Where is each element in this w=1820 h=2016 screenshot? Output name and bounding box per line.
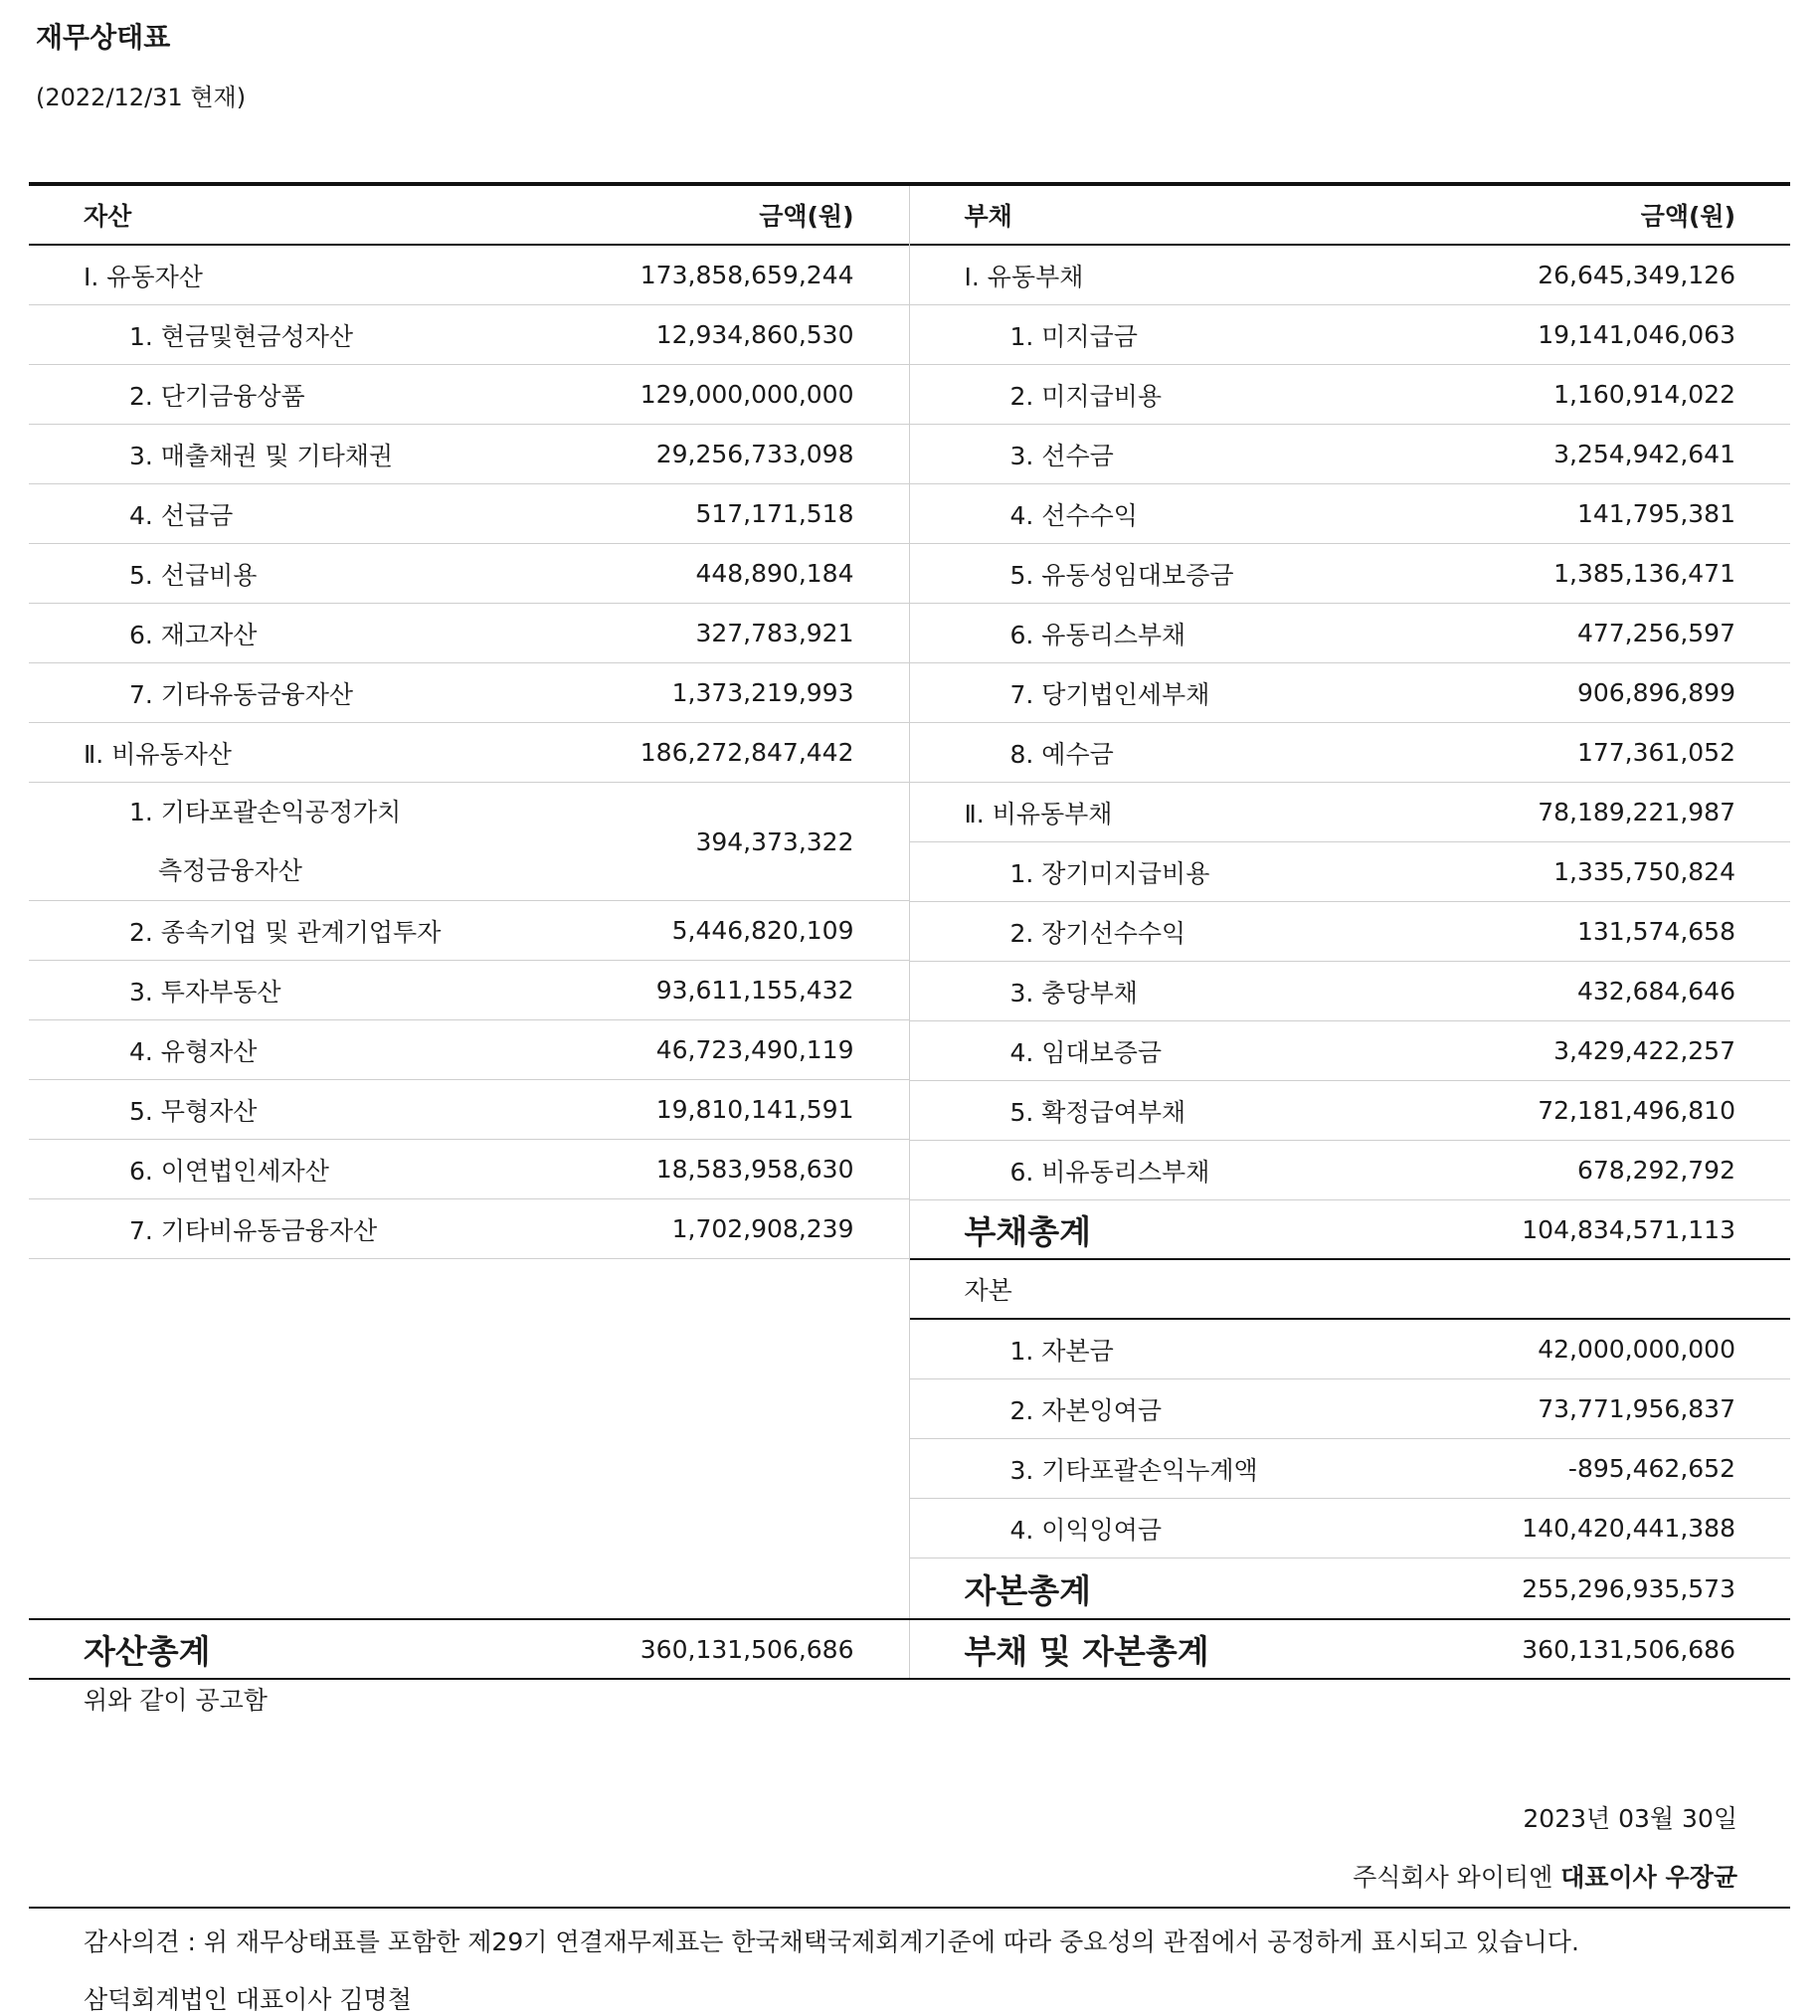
total-liabilities-amount: 104,834,571,113 xyxy=(1522,1214,1735,1244)
assets-column xyxy=(29,186,909,1618)
equity-item-row xyxy=(910,1379,1791,1439)
equity-item-amount: 140,420,441,388 xyxy=(1522,1514,1735,1543)
asset-item-label: 2. 단기금융상품 xyxy=(129,381,305,411)
asset-item-row xyxy=(29,961,909,1020)
auditor-signature: 삼덕회계법인 대표이사 김명철 xyxy=(84,1985,412,2014)
equity-item-amount: -895,462,652 xyxy=(1567,1454,1735,1483)
asset-item-row xyxy=(29,1080,909,1140)
liability-item-label: 6. 유동리스부채 xyxy=(1009,620,1186,649)
asset-item-label: 5. 무형자산 xyxy=(129,1096,258,1126)
asset-item-label: 3. 투자부동산 xyxy=(129,977,281,1007)
liability-item-label: 7. 당기법인세부채 xyxy=(1009,679,1210,709)
asset-item-row xyxy=(29,305,909,365)
equity-item-label: 4. 이익잉여금 xyxy=(1009,1515,1163,1545)
asset-item-label: 2. 종속기업 및 관계기업투자 xyxy=(129,917,442,947)
equity-item-row xyxy=(910,1320,1791,1379)
total-liabilities-row xyxy=(910,1200,1791,1260)
liability-item-label: 2. 장기선수수익 xyxy=(1009,918,1186,948)
assets-empty-space xyxy=(29,1259,909,1616)
asset-item-amount: 327,783,921 xyxy=(695,619,854,647)
asset-item-amount: 1,702,908,239 xyxy=(671,1214,854,1243)
current-liabilities-row xyxy=(910,246,1791,305)
liability-item-amount: 3,429,422,257 xyxy=(1553,1036,1735,1065)
liability-item-label: 4. 임대보증금 xyxy=(1009,1037,1163,1067)
asset-item-amount: 5,446,820,109 xyxy=(671,916,854,945)
audit-opinion-text: 감사의견 : 위 재무상태표를 포함한 제29기 연결재무제표는 한국채택국제회계기준에 따라 중요성의 관점에서 공정하게 표시되고 있습니다. xyxy=(84,1927,1579,1956)
liability-item-amount: 72,181,496,810 xyxy=(1538,1096,1735,1125)
liability-item-row xyxy=(910,842,1791,902)
total-liabilities-equity-label: 부채 및 자본총계 xyxy=(964,1631,1209,1671)
asset-item-amount: 448,890,184 xyxy=(695,559,854,588)
noncurrent-assets-label: Ⅱ. 비유동자산 xyxy=(84,739,232,769)
grand-total-row xyxy=(29,1618,1790,1680)
equity-item-label: 1. 자본금 xyxy=(1009,1336,1114,1366)
liability-item-row xyxy=(910,962,1791,1021)
liability-item-amount: 177,361,052 xyxy=(1576,738,1735,767)
liability-item-row xyxy=(910,425,1791,484)
liability-item-row xyxy=(910,544,1791,604)
asset-item-label xyxy=(29,783,536,900)
asset-item-row xyxy=(29,604,909,663)
total-liabilities-equity-amount: 360,131,506,686 xyxy=(1522,1634,1735,1664)
liability-item-label: 2. 미지급비용 xyxy=(1009,381,1163,411)
asset-item-label: 4. 선급금 xyxy=(129,500,234,530)
page-title: 재무상태표 xyxy=(36,21,171,54)
liabilities-header-row xyxy=(910,186,1791,246)
asset-item-row xyxy=(29,1020,909,1080)
liability-item-label: 1. 미지급금 xyxy=(1009,321,1138,351)
current-liabilities-amount: 26,645,349,126 xyxy=(1538,261,1735,289)
liability-item-label: 4. 선수수익 xyxy=(1009,500,1138,530)
asset-item-label: 7. 기타유동금융자산 xyxy=(129,679,353,709)
liability-item-label: 5. 유동성임대보증금 xyxy=(1009,560,1234,590)
liability-item-amount: 906,896,899 xyxy=(1576,678,1735,707)
liability-item-row xyxy=(910,663,1791,723)
current-liabilities-label: Ⅰ. 유동부채 xyxy=(964,262,1084,291)
asset-item-row xyxy=(29,365,909,425)
total-assets-label: 자산총계 xyxy=(84,1631,211,1671)
assets-header-row xyxy=(29,186,909,246)
asset-item-amount: 46,723,490,119 xyxy=(655,1035,854,1064)
liability-item-label: 1. 장기미지급비용 xyxy=(1009,858,1210,888)
liability-item-amount: 19,141,046,063 xyxy=(1538,320,1735,349)
asset-item-row xyxy=(29,425,909,484)
company-name: 주식회사 와이티엔 xyxy=(1353,1863,1553,1892)
asset-item-label: 6. 재고자산 xyxy=(129,620,258,649)
liability-item-amount: 678,292,792 xyxy=(1576,1156,1735,1185)
asset-item-label-line2: 측정금융자산 xyxy=(158,856,302,885)
asset-item-row xyxy=(29,1140,909,1199)
asset-item-row xyxy=(29,544,909,604)
liability-item-row xyxy=(910,1141,1791,1200)
asset-item-label: 3. 매출채권 및 기타채권 xyxy=(129,441,394,470)
public-notice-text: 위와 같이 공고함 xyxy=(84,1686,268,1715)
liability-item-amount: 477,256,597 xyxy=(1576,619,1735,647)
asset-item-amount: 517,171,518 xyxy=(695,499,854,528)
asset-item-amount: 93,611,155,432 xyxy=(655,976,854,1005)
noncurrent-assets-row xyxy=(29,723,909,783)
asset-item-row xyxy=(29,1199,909,1259)
liability-item-amount: 432,684,646 xyxy=(1576,977,1735,1006)
noncurrent-liabilities-row xyxy=(910,783,1791,842)
asset-item-row xyxy=(29,901,909,961)
liability-item-row xyxy=(910,902,1791,962)
equity-item-label: 2. 자본잉여금 xyxy=(1009,1395,1163,1425)
asset-item-amount: 1,373,219,993 xyxy=(671,678,854,707)
liability-item-row xyxy=(910,1081,1791,1141)
asset-item-amount: 394,373,322 xyxy=(695,826,854,856)
company-signature xyxy=(1353,1858,1737,1894)
equity-item-row xyxy=(910,1439,1791,1499)
asset-item-label: 5. 선급비용 xyxy=(129,560,258,590)
asset-item-amount: 12,934,860,530 xyxy=(655,320,854,349)
equity-item-amount: 73,771,956,837 xyxy=(1538,1394,1735,1423)
asset-item-label: 1. 현금및현금성자산 xyxy=(129,321,353,351)
balance-sheet-table xyxy=(29,182,1790,1680)
liability-item-amount: 3,254,942,641 xyxy=(1553,440,1735,468)
liability-item-label: 3. 충당부채 xyxy=(1009,978,1138,1008)
asset-item-label: 6. 이연법인세자산 xyxy=(129,1156,329,1186)
total-liabilities-label: 부채총계 xyxy=(964,1211,1092,1251)
liabilities-header-label: 부채 xyxy=(964,202,1012,231)
liability-item-amount: 131,574,658 xyxy=(1576,917,1735,946)
noncurrent-liabilities-label: Ⅱ. 비유동부채 xyxy=(964,799,1113,828)
noncurrent-liabilities-amount: 78,189,221,987 xyxy=(1538,798,1735,826)
announcement-date: 2023년 03월 30일 xyxy=(1523,1804,1737,1833)
total-equity-row xyxy=(910,1558,1791,1618)
liability-item-row xyxy=(910,305,1791,365)
asset-item-label-line1: 1. 기타포괄손익공정가치 xyxy=(129,798,402,826)
current-assets-row xyxy=(29,246,909,305)
total-equity-amount: 255,296,935,573 xyxy=(1522,1573,1735,1603)
equity-item-amount: 42,000,000,000 xyxy=(1538,1335,1735,1364)
liability-item-amount: 1,160,914,022 xyxy=(1553,380,1735,409)
assets-header-label: 자산 xyxy=(84,202,132,231)
equity-item-label: 3. 기타포괄손익누계액 xyxy=(1009,1455,1258,1485)
asset-item-row xyxy=(29,484,909,544)
asset-item-label: 7. 기타비유동금융자산 xyxy=(129,1215,378,1245)
total-assets-amount: 360,131,506,686 xyxy=(639,1634,854,1664)
liability-item-label: 6. 비유동리스부채 xyxy=(1009,1157,1210,1187)
liability-item-amount: 141,795,381 xyxy=(1576,499,1735,528)
liability-item-row xyxy=(910,484,1791,544)
total-equity-label: 자본총계 xyxy=(964,1570,1092,1610)
liability-item-amount: 1,335,750,824 xyxy=(1553,857,1735,886)
asset-item-amount: 18,583,958,630 xyxy=(655,1155,854,1184)
current-assets-label: Ⅰ. 유동자산 xyxy=(84,262,203,291)
asset-item-amount: 129,000,000,000 xyxy=(639,380,854,409)
audit-opinion-section xyxy=(29,1907,1790,2014)
equity-header-row xyxy=(910,1260,1791,1320)
asset-item-row xyxy=(29,663,909,723)
equity-item-row xyxy=(910,1499,1791,1558)
liability-item-row xyxy=(910,1021,1791,1081)
assets-header-amount: 금액(원) xyxy=(759,202,854,231)
liability-item-amount: 1,385,136,471 xyxy=(1553,559,1735,588)
liability-item-row xyxy=(910,365,1791,425)
company-ceo: 대표이사 우장균 xyxy=(1560,1863,1737,1892)
equity-header-label: 자본 xyxy=(964,1276,1012,1305)
liability-item-label: 5. 확정급여부채 xyxy=(1009,1097,1186,1127)
total-liabilities-equity-cell xyxy=(909,1620,1791,1678)
noncurrent-assets-amount: 186,272,847,442 xyxy=(639,738,854,767)
liability-item-row xyxy=(910,604,1791,663)
asset-item-amount: 19,810,141,591 xyxy=(655,1095,854,1124)
asset-item-amount: 29,256,733,098 xyxy=(655,440,854,468)
current-assets-amount: 173,858,659,244 xyxy=(639,261,854,289)
asset-item-label: 4. 유형자산 xyxy=(129,1036,258,1066)
liabilities-header-amount: 금액(원) xyxy=(1640,202,1735,231)
liability-item-row xyxy=(910,723,1791,783)
total-assets-cell xyxy=(29,1620,909,1678)
report-date: (2022/12/31 현재) xyxy=(36,84,247,111)
asset-item-row xyxy=(29,783,909,901)
liability-item-label: 8. 예수금 xyxy=(1009,739,1114,769)
liability-item-label: 3. 선수금 xyxy=(1009,441,1114,470)
liabilities-equity-column xyxy=(909,186,1791,1618)
